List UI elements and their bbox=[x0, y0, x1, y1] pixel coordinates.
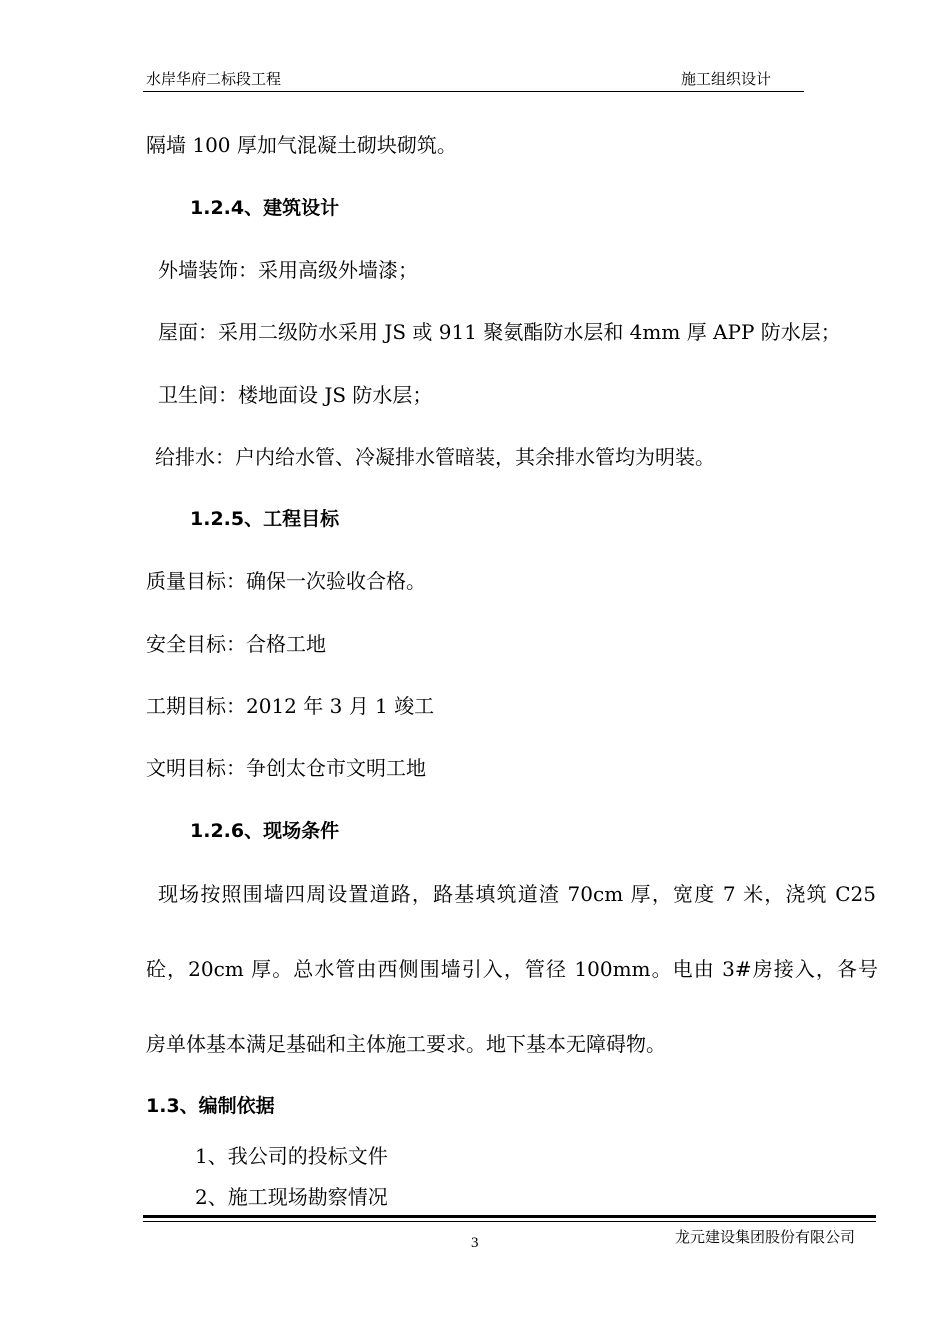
paragraph-safety-goal: 安全目标：合格工地 bbox=[146, 632, 326, 656]
list-item-site-survey: 2、施工现场勘察情况 bbox=[195, 1185, 388, 1209]
paragraph-roof: 屋面：采用二级防水采用 JS 或 911 聚氨酯防水层和 4mm 厚 APP 防水层； bbox=[158, 320, 841, 344]
list-item-bidding-documents: 1、我公司的投标文件 bbox=[195, 1144, 388, 1168]
section-heading-1-2-5: 1.2.5、工程目标 bbox=[190, 508, 340, 530]
paragraph-site-conditions-line-2: 砼，20cm 厚。总水管由西侧围墙引入，管径 100mm。电由 3#房接入，各号 bbox=[146, 957, 878, 981]
paragraph-site-conditions-line-1: 现场按照围墙四周设置道路，路基填筑道渣 70cm 厚，宽度 7 米，浇筑 C25 bbox=[158, 882, 876, 906]
section-heading-1-3: 1.3、编制依据 bbox=[146, 1095, 275, 1117]
page-number: 3 bbox=[471, 1235, 479, 1251]
paragraph-toilet: 卫生间：楼地面设 JS 防水层； bbox=[158, 383, 433, 407]
header-project-name: 水岸华府二标段工程 bbox=[146, 70, 282, 88]
footer-company-name: 龙元建设集团股份有限公司 bbox=[675, 1228, 856, 1246]
paragraph-schedule-goal: 工期目标：2012 年 3 月 1 竣工 bbox=[146, 694, 435, 718]
section-heading-1-2-6: 1.2.6、现场条件 bbox=[190, 820, 340, 842]
section-heading-1-2-4: 1.2.4、建筑设计 bbox=[190, 197, 340, 219]
paragraph-civilization-goal: 文明目标：争创太仓市文明工地 bbox=[146, 756, 426, 780]
footer-rule-thick bbox=[143, 1215, 876, 1218]
paragraph-site-conditions-line-3: 房单体基本满足基础和主体施工要求。地下基本无障碍物。 bbox=[146, 1032, 666, 1056]
paragraph-exterior-wall: 外墙装饰：采用高级外墙漆； bbox=[158, 258, 418, 282]
paragraph-partition-wall: 隔墙 100 厚加气混凝土砌块砌筑。 bbox=[146, 133, 457, 157]
header-rule bbox=[143, 91, 804, 92]
paragraph-plumbing: 给排水：户内给水管、冷凝排水管暗装，其余排水管均为明装。 bbox=[155, 445, 715, 469]
footer-rule-thin bbox=[143, 1221, 876, 1222]
paragraph-quality-goal: 质量目标：确保一次验收合格。 bbox=[146, 569, 426, 593]
header-document-type: 施工组织设计 bbox=[681, 70, 772, 88]
